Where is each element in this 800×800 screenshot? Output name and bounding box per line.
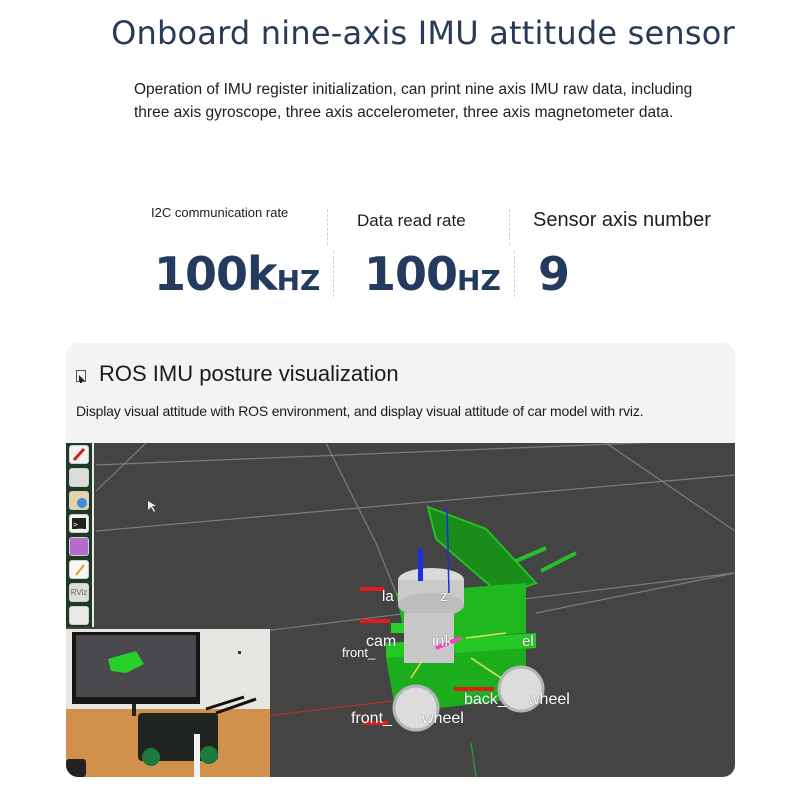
divider [514, 251, 515, 297]
settings-icon[interactable] [69, 445, 89, 464]
rviz-3d-viewport[interactable] [66, 443, 735, 777]
svg-text:>_: >_ [73, 520, 83, 529]
workspace-icon[interactable] [69, 606, 89, 625]
panel-title: ROS IMU posture visualization [99, 361, 399, 386]
spec-row [0, 195, 800, 315]
photo [66, 629, 270, 777]
panel-header [66, 343, 735, 443]
files-icon[interactable] [69, 468, 89, 487]
page-description: Operation of IMU register initialization, can print nine axis IMU raw data, including three axis gyroscope, three axis accelerometer, three axis magnetometer data. [134, 81, 693, 121]
ros-visualization-panel [66, 343, 735, 777]
spec-unit: HZ [276, 264, 321, 297]
frame-label: ink [432, 633, 453, 650]
pointer-icon [76, 370, 87, 383]
spec-label-axis-number: Sensor axis number [533, 209, 711, 231]
spec-number: 9 [538, 247, 570, 301]
browser-icon[interactable] [69, 491, 89, 510]
spec-value-axis-number [538, 247, 569, 301]
spec-unit: HZ [457, 264, 501, 297]
spec-label-read-rate: Data read rate [357, 211, 466, 230]
frame-label: back_ [464, 691, 507, 708]
spec-number: 100k [154, 247, 277, 301]
frame-label: cam [366, 633, 397, 650]
robot-photo-inset [66, 629, 270, 777]
app-launcher [66, 443, 94, 627]
spec-number: 100 [364, 247, 458, 301]
frame-label: front_ [342, 645, 376, 660]
page-title: Onboard nine-axis IMU attitude sensor [111, 14, 735, 52]
frame-label: el [522, 633, 534, 650]
frame-label: z [440, 588, 448, 605]
text-editor-icon[interactable] [69, 560, 89, 579]
frame-label: la [382, 588, 394, 605]
rviz-launcher-icon[interactable]: RViz [69, 583, 89, 602]
divider [333, 251, 334, 297]
panel-subtitle: Display visual attitude with ROS environment, and display visual attitude of car model with rviz. [76, 403, 644, 419]
spec-value-read-rate [364, 247, 501, 301]
divider [327, 209, 328, 245]
image-viewer-icon[interactable] [69, 537, 89, 556]
spec-value-i2c [154, 247, 320, 301]
terminal-icon[interactable] [69, 514, 89, 533]
frame-label: wheel [528, 691, 570, 708]
divider [509, 209, 510, 245]
cursor-icon [148, 501, 156, 512]
spec-label-i2c: I2C communication rate [151, 205, 289, 220]
frame-label: front_ [351, 710, 392, 727]
frame-label: wheel [422, 710, 464, 727]
